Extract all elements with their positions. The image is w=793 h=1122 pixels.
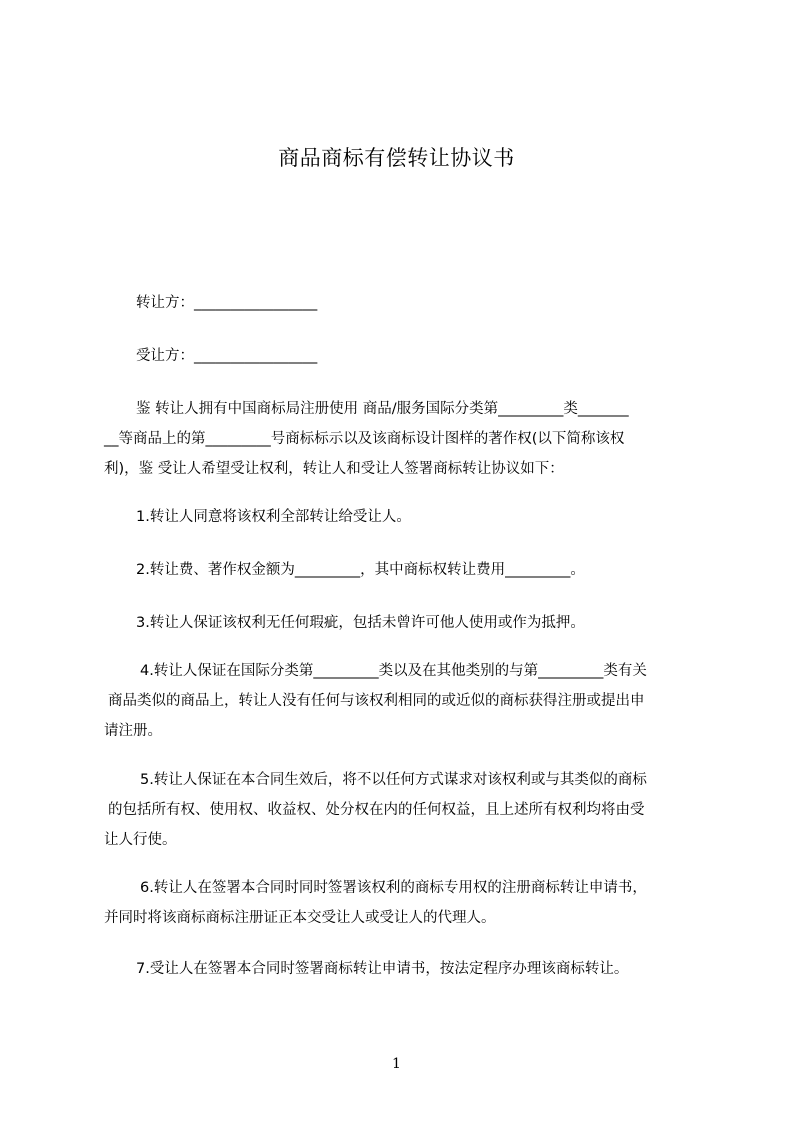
clause-1: 1.转让人同意将该权利全部转让给受让人。 xyxy=(136,509,411,525)
clause-6 xyxy=(104,873,704,933)
clause-4-line-1: 4.转让人保证在国际分类第_________类以及在其他类别的与第_________类有关 xyxy=(140,663,647,679)
page-number: 1 xyxy=(392,1056,401,1072)
clause-3: 3.转让人保证该权利无任何瑕疵，包括未曾许可他人使用或作为抵押。 xyxy=(136,615,585,631)
clause-4-line-3: 请注册。 xyxy=(104,723,162,739)
clause-5-line-3: 让人行使。 xyxy=(104,832,177,848)
preamble-paragraph xyxy=(104,394,704,484)
clause-5-line-1: 5.转让人保证在本合同生效后，将不以任何方式谋求对该权利或与其类似的商标 xyxy=(140,772,647,788)
clause-6-line-1: 6.转让人在签署本合同时同时签署该权利的商标专用权的注册商标转让申请书， xyxy=(140,880,647,896)
document-title: 商品商标有偿转让协议书 xyxy=(278,146,515,170)
transferor-line: 转让方：_________________ xyxy=(136,295,318,311)
clause-5-line-2: 的包括所有权、使用权、收益权、处分权在内的任何权益，且上述所有权利均将由受 xyxy=(108,802,645,818)
clause-7: 7.受让人在签署本合同时签署商标转让申请书，按法定程序办理该商标转让。 xyxy=(136,961,629,977)
transferee-line: 受让方：_________________ xyxy=(136,348,318,364)
preamble-line-3: 利)，鉴 受让人希望受让权利，转让人和受让人签署商标转让协议如下： xyxy=(104,461,564,477)
preamble-line-2: __等商品上的第_________号商标标示以及该商标设计图样的著作权(以下简称该权 xyxy=(104,431,625,447)
clause-5 xyxy=(104,765,704,855)
clause-6-line-2: 并同时将该商标商标注册证正本交受让人或受让人的代理人。 xyxy=(104,910,496,926)
clause-4-line-2: 商品类似的商品上，转让人没有任何与该权利相同的或近似的商标获得注册或提出申 xyxy=(108,693,645,709)
clause-2: 2.转让费、著作权金额为_________，其中商标权转让费用_________。 xyxy=(136,562,585,578)
preamble-line-1: 鉴 转让人拥有中国商标局注册使用 商品/服务国际分类第_________类_______ xyxy=(136,401,629,417)
clause-4 xyxy=(104,656,704,746)
